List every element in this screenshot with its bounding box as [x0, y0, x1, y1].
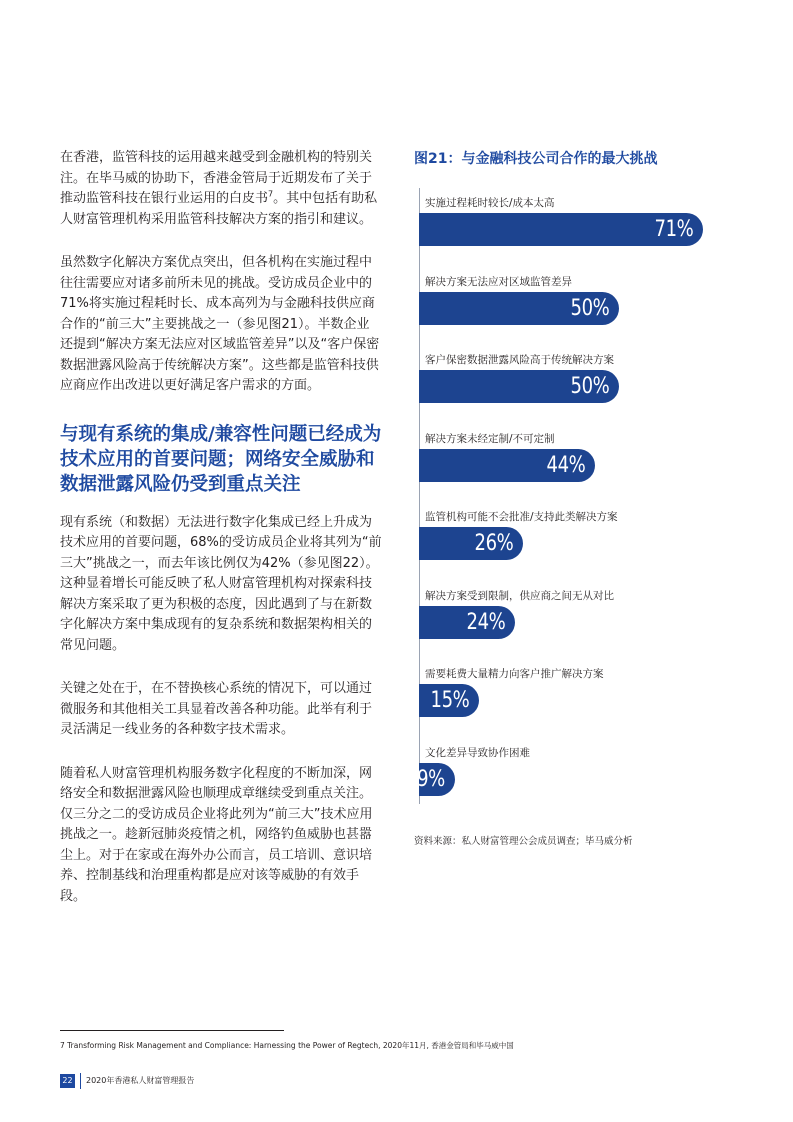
paragraph-challenges: 虽然数字化解决方案优点突出，但各机构在实施过程中往往需要应对诸多前所未见的挑战。受访成员企业中的71%将实施过程耗时长、成本高列为与金融科技供应商合作的“前三大”主要挑战之一（参见图21）。半数企业还提到“解决方案无法应对区域监管差异”以及“客户保密数据泄露风险高于传统解决方案”。这些都是监管科技供应商应作出改进以更好满足客户需求的方面。 [60, 255, 380, 393]
paragraph-cybersecurity: 随着私人财富管理机构服务数字化程度的不断加深，网络安全和数据泄露风险也顺理成章继续受到重点关注。仅三分之二的受访成员企业将此列为“前三大”技术应用挑战之一。趁新冠肺炎疫情之机，网络钓鱼威胁也甚嚣尘上。对于在家或在海外办公而言，员工培训、意识培养、控制基线和治理重构都是应对该等威胁的有效手段。 [60, 765, 373, 904]
bar [419, 292, 619, 325]
bar-chart [419, 188, 719, 808]
bar-value-label: 15% [430, 688, 469, 713]
page-number: 22 [60, 1074, 75, 1088]
bar-value-label: 71% [654, 217, 693, 242]
bar [419, 606, 515, 639]
footnote-ref[interactable]: 7 [268, 189, 274, 199]
bar-value-label: 50% [570, 374, 609, 399]
bar-value-label: 9% [417, 766, 445, 792]
category-label: 文化差异导致协作困难 [425, 746, 530, 759]
section-heading: 与现有系统的集成/兼容性问题已经成为技术应用的首要问题；网络安全威胁和数据泄露风险仍受到重点关注 [60, 423, 382, 495]
bar [419, 527, 523, 560]
chart-source: 资料来源：私人财富管理公会成员调查；毕马威分析 [414, 836, 633, 847]
footnote-divider [60, 1030, 284, 1031]
chart-title: 图21：与金融科技公司合作的最大挑战 [414, 151, 658, 167]
footer-report-title: 2020年香港私人财富管理报告 [86, 1076, 195, 1085]
bar [419, 370, 619, 403]
category-label: 解决方案无法应对区域监管差异 [425, 275, 572, 288]
paragraph-regtech-text-end: 。其中包括有助私人财富管理机构采用监管科技解决方案的指引和建议。 [60, 191, 378, 227]
footer-divider [80, 1073, 81, 1089]
bar-value-label: 24% [466, 609, 505, 635]
bar [419, 213, 703, 246]
category-label: 客户保密数据泄露风险高于传统解决方案 [425, 354, 614, 366]
paragraph-microservices: 关键之处在于，在不替换核心系统的情况下，可以通过微服务和其他相关工具显着改善各种功能。此举有利于灵活满足一线业务的各种数字技术需求。 [60, 681, 373, 737]
bar [419, 684, 479, 717]
left-column [60, 148, 382, 930]
bar-value-label: 26% [474, 531, 513, 556]
category-label: 解决方案受到限制，供应商之间无从对比 [425, 589, 614, 602]
paragraph-integration: 现有系统（和数据）无法进行数字化集成已经上升成为技术应用的首要问题，68%的受访成员企业将其列为“前三大”挑战之一，而去年该比例仅为42%（参见图22）。这种显着增长可能反映了私人财富管理机构对探索科技解决方案采取了更为积极的态度，因此遇到了与在新数字化解决方案中集成现有的复杂系统和数据架构相关的常见问题。 [60, 514, 382, 653]
bar [419, 763, 455, 796]
category-label: 监管机构可能不会批准/支持此类解决方案 [425, 511, 618, 523]
category-label: 解决方案未经定制/不可定制 [425, 432, 555, 445]
paragraph-regtech-text: 在香港，监管科技的运用越来越受到金融机构的特别关注。在毕马威的协助下，香港金管局于近期发布了关于推动监管科技在银行业运用的白皮书 [60, 150, 373, 206]
bar-value-label: 50% [570, 295, 609, 321]
paragraph-regtech [60, 148, 382, 230]
bar-value-label: 44% [546, 452, 585, 478]
footnote: 7 Transforming Risk Management and Compliance: Harnessing the Power of Regtech, 2020年11月, 香港金管局和毕马威中国 [60, 1041, 514, 1050]
bar [419, 449, 595, 482]
category-label: 实施过程耗时较长/成本太高 [425, 197, 555, 209]
category-label: 需要耗费大量精力向客户推广解决方案 [425, 668, 604, 680]
